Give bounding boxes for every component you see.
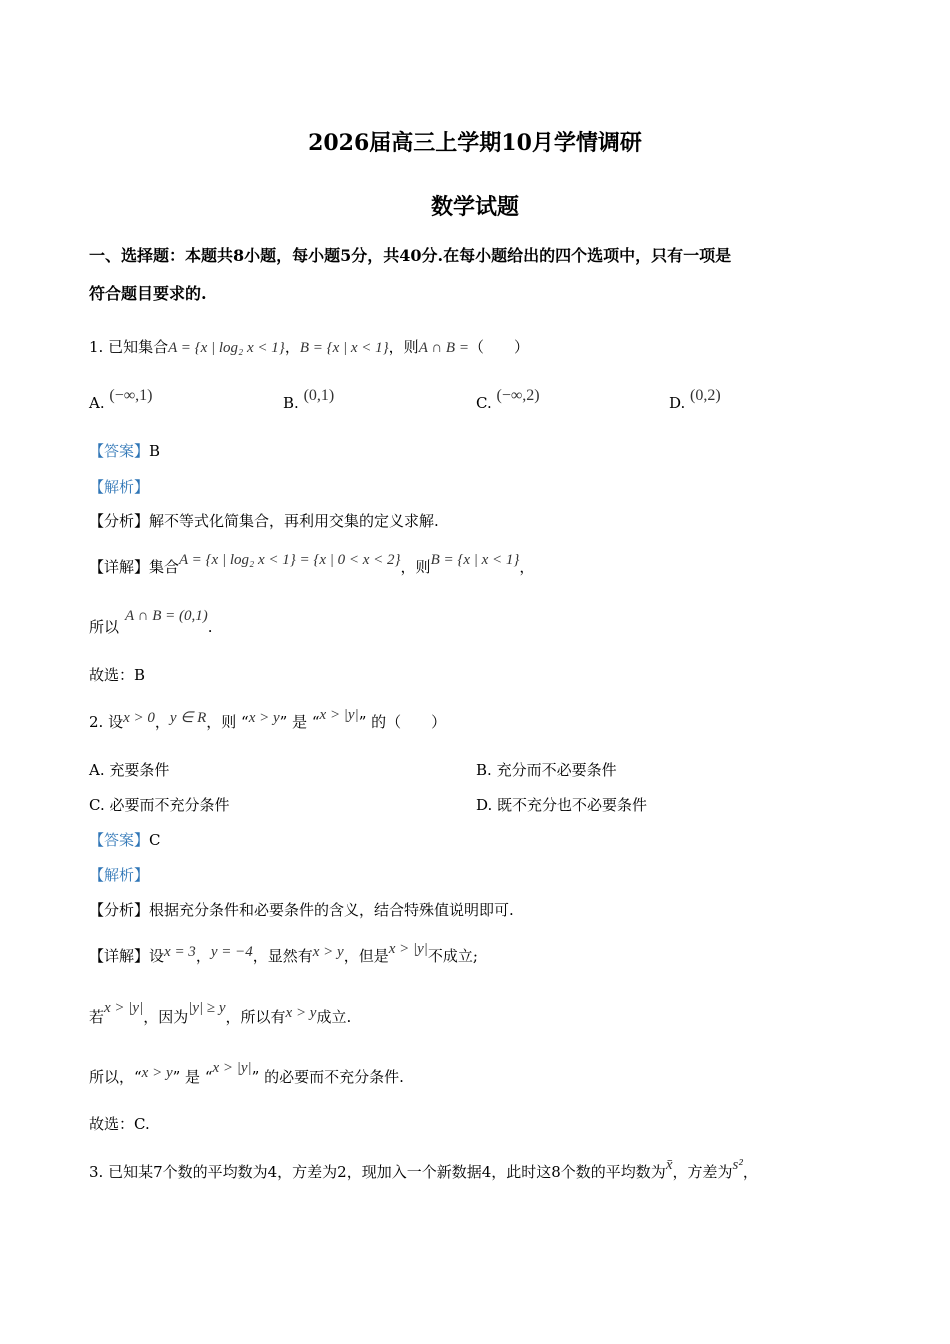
q3-stem [89, 1157, 758, 1183]
q2-option-d [476, 795, 647, 815]
conclusion-text: ” 的必要而不充分条件. [251, 1068, 404, 1086]
q2-option-a [89, 760, 169, 780]
fenxi-tag: 【分析】 [89, 512, 150, 530]
q2-text: ” 的（ ） [358, 713, 447, 731]
detail-math-2: B = {x | x < 1} [430, 552, 520, 568]
q1-analysis-tag: 【解析】 [89, 478, 150, 496]
q1-expr: A ∩ B = [418, 340, 469, 356]
q1-option-d [669, 387, 721, 414]
so-math: A ∩ B = (0,1) [125, 608, 208, 624]
option-label: B. [476, 761, 492, 779]
q2-stem [89, 707, 447, 733]
page-title: 2026届高三上学期10月学情调研 [308, 130, 642, 156]
q2-option-b [476, 760, 617, 780]
q2-analysis-tag: 【解析】 [89, 866, 150, 884]
option-value: (0,1) [303, 387, 335, 404]
q1-option-a [89, 387, 153, 414]
detail-math: x > |y| [104, 1000, 144, 1016]
detail-text: ，因为 [143, 1008, 189, 1026]
fenxi-text: 解不等式化简集合，再利用交集的定义求解. [149, 512, 439, 530]
detail-text: 集合 [149, 558, 180, 576]
q3-text: ，方差为 [672, 1163, 733, 1181]
q1-detail [89, 552, 535, 578]
q1-mid: ，则 [388, 338, 419, 356]
q1-paren: （ ） [468, 338, 529, 356]
option-label: D. [476, 796, 493, 814]
page-subtitle: 数学试题 [430, 194, 519, 220]
q1-choose: 故选：B [89, 666, 146, 684]
conclusion-text: 所以，“ [89, 1068, 142, 1086]
q3-text: 3. 已知某7个数的平均数为4，方差为2，现加入一个新数据4，此时这8个数的平均数为 [89, 1163, 666, 1181]
q2-text: ， [154, 713, 170, 731]
option-value: 必要而不充分条件 [109, 796, 230, 814]
option-value: 充分而不必要条件 [496, 761, 617, 779]
conclusion-text: ” 是 “ [172, 1068, 213, 1086]
q2-conclusion [89, 1060, 404, 1088]
detail-text: ，所以有 [225, 1008, 286, 1026]
q3-text: ， [742, 1163, 758, 1181]
q2-detail-line2 [89, 1000, 352, 1028]
detail-tag: 【详解】 [89, 558, 150, 576]
fenxi-text: 根据充分条件和必要条件的含义，结合特殊值说明即可. [149, 901, 514, 919]
fenxi-tag: 【分析】 [89, 901, 150, 919]
q1-stem [89, 337, 529, 358]
q2-answer [89, 830, 161, 850]
detail-math: x = 3 [164, 944, 196, 960]
q1-fenxi [89, 511, 439, 531]
answer-value: B [149, 442, 161, 460]
option-label: B. [283, 394, 299, 412]
detail-tag: 【详解】 [89, 947, 150, 965]
answer-tag: 【答案】 [89, 831, 150, 849]
q1-conclusion [89, 608, 213, 638]
option-value: 充要条件 [109, 761, 170, 779]
q2-text: ” 是 “ [279, 713, 320, 731]
detail-text: 设 [149, 947, 165, 965]
q1-option-c [476, 387, 540, 414]
detail-text: ， [195, 947, 211, 965]
detail-math: |y| ≥ y [188, 1000, 226, 1016]
detail-text: 若 [89, 1008, 105, 1026]
q3-math-variance: s² [732, 1157, 743, 1173]
q2-math-4: x > |y| [319, 707, 359, 723]
q2-math-3: x > y [248, 710, 280, 726]
section-heading-line2: 符合题目要求的. [89, 284, 207, 303]
option-value: 既不充分也不必要条件 [497, 796, 648, 814]
option-value: (−∞,2) [496, 387, 540, 404]
conclusion-math: x > |y| [212, 1060, 252, 1076]
section-heading-line1: 一、选择题：本题共8小题，每小题5分，共40分.在每小题给出的四个选项中，只有一项是 [89, 246, 732, 265]
option-label: A. [89, 394, 105, 412]
q1-set-b: B = {x | x < 1} [299, 340, 389, 356]
option-label: D. [669, 394, 686, 412]
so-end: . [207, 618, 213, 636]
q2-detail-line1 [89, 941, 478, 967]
option-label: C. [476, 394, 492, 412]
q2-text: 2. 设 [89, 713, 124, 731]
q1-prefix: 1. 已知集合 [89, 338, 169, 356]
q2-math-2: y ∈ R [169, 710, 207, 726]
q2-math-1: x > 0 [123, 710, 155, 726]
detail-text: ，显然有 [252, 947, 313, 965]
so-text: 所以 [89, 618, 120, 636]
detail-text: ，则 [400, 558, 431, 576]
detail-math: x > y [312, 944, 344, 960]
detail-math: x > |y| [388, 941, 428, 957]
option-value: (−∞,1) [109, 387, 153, 404]
q1-answer [89, 441, 160, 461]
q1-set-a: A = {x | log₂ x < 1} [168, 340, 285, 356]
detail-text: ， [519, 558, 535, 576]
q3-math-mean: x̄ [665, 1157, 673, 1173]
detail-math: x > y [285, 1005, 317, 1021]
q2-option-c [89, 795, 230, 815]
detail-text: 成立. [316, 1008, 352, 1026]
q1-option-b [283, 387, 335, 414]
detail-math: y = −4 [210, 944, 253, 960]
option-label: A. [89, 761, 105, 779]
q2-fenxi [89, 900, 514, 920]
option-label: C. [89, 796, 105, 814]
q2-choose: 故选：C. [89, 1115, 150, 1133]
answer-value: C [149, 831, 161, 849]
q2-text: ，则 “ [206, 713, 249, 731]
answer-tag: 【答案】 [89, 442, 150, 460]
detail-text: 不成立; [427, 947, 478, 965]
detail-text: ，但是 [343, 947, 389, 965]
q1-sep: ， [284, 338, 300, 356]
conclusion-math: x > y [141, 1065, 173, 1081]
option-value: (0,2) [690, 387, 721, 404]
detail-math-1: A = {x | log₂ x < 1} = {x | 0 < x < 2} [179, 552, 401, 568]
